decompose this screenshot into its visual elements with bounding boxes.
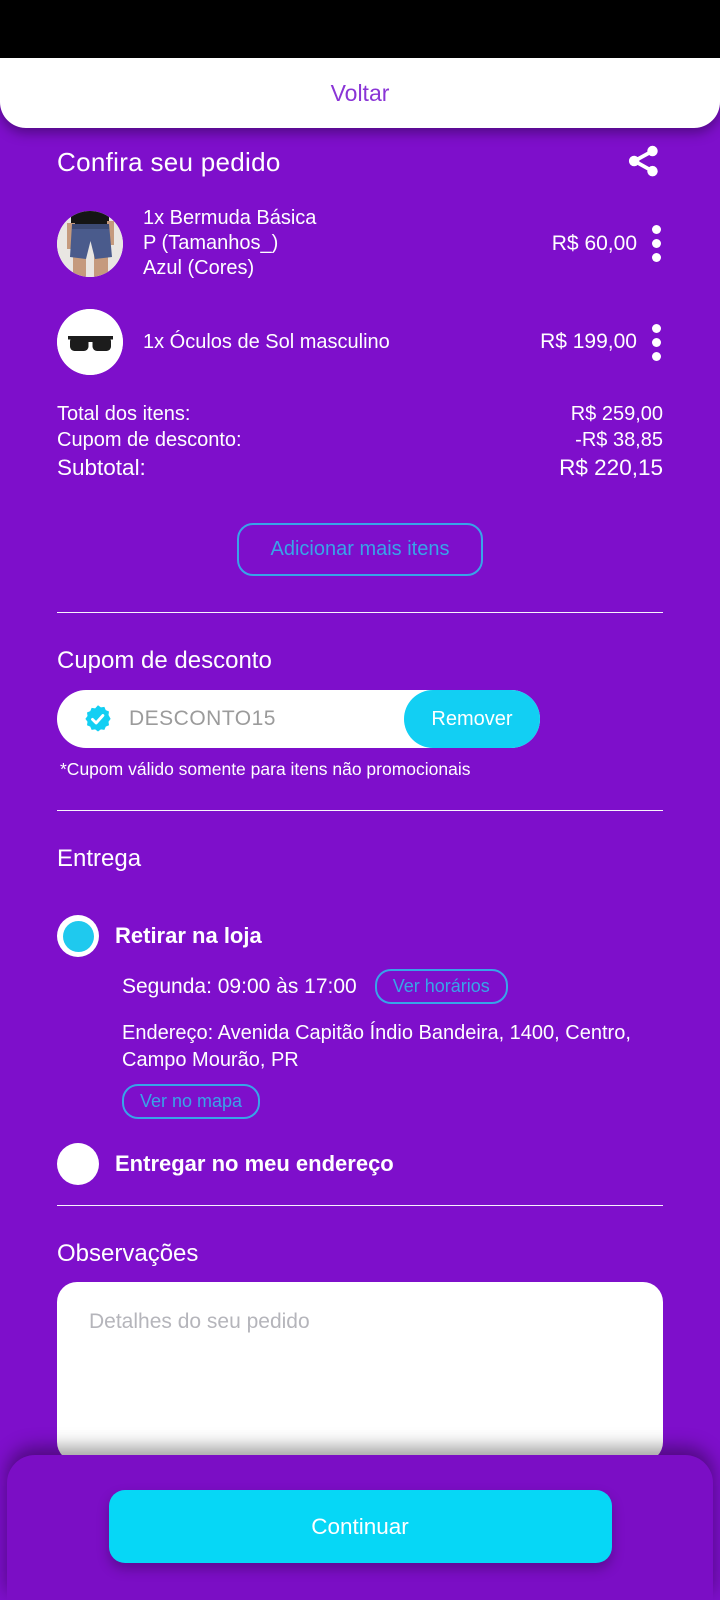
- view-map-button[interactable]: Ver no mapa: [122, 1084, 260, 1119]
- cart-item: [57, 206, 663, 281]
- order-notes-textarea[interactable]: [57, 1282, 663, 1462]
- home-option-label: Entregar no meu endereço: [115, 1151, 394, 1176]
- share-button[interactable]: [623, 142, 663, 182]
- pickup-details: [122, 969, 663, 1119]
- item-right: [540, 320, 663, 365]
- back-button[interactable]: Voltar: [330, 79, 390, 106]
- page-header: [57, 142, 663, 182]
- radio-pickup-selected[interactable]: [57, 915, 99, 957]
- pickup-option-label: Retirar na loja: [115, 923, 262, 948]
- total-items-value: R$ 259,00: [570, 403, 663, 425]
- kebab-menu-icon: [652, 324, 661, 333]
- add-more-items-button[interactable]: Adicionar mais itens: [237, 523, 484, 576]
- divider: [57, 810, 663, 811]
- item-price: R$ 60,00: [551, 231, 637, 255]
- item-right: [552, 221, 663, 266]
- item-price: R$ 199,00: [540, 330, 637, 353]
- coupon-code-value: DESCONTO15: [129, 707, 276, 730]
- schedule-text: Segunda: 09:00 às 17:00: [122, 974, 357, 998]
- product-image-shorts: [57, 211, 123, 277]
- item-description: [143, 206, 532, 281]
- remove-coupon-button[interactable]: Remover: [404, 690, 540, 748]
- item-title: 1x Bermuda Básica: [143, 207, 317, 229]
- kebab-menu-icon: [652, 225, 661, 234]
- total-items-row: [57, 401, 663, 427]
- subtotal-row: [57, 453, 663, 483]
- item-color: Azul (Cores): [143, 257, 255, 279]
- item-options-button[interactable]: [650, 320, 663, 365]
- status-bar: [0, 0, 720, 58]
- product-image-sunglasses: [57, 309, 123, 375]
- store-address: Endereço: Avenida Capitão Índio Bandeira, 1400, Centro, Campo Mourão, PR: [122, 1022, 631, 1071]
- notes-section-heading: Observações: [57, 1240, 199, 1267]
- coupon-discount-value: -R$ 38,85: [575, 429, 663, 451]
- total-items-label: Total dos itens:: [57, 403, 191, 425]
- item-title: 1x Óculos de Sol masculino: [143, 330, 390, 353]
- coupon-code-input[interactable]: [57, 690, 540, 748]
- subtotal-value: R$ 220,15: [559, 455, 663, 480]
- item-options-button[interactable]: [650, 221, 663, 266]
- item-description: [143, 330, 520, 355]
- cart-item: [57, 309, 663, 375]
- delivery-section-heading: Entrega: [57, 845, 142, 872]
- verified-check-icon: [83, 704, 113, 734]
- top-bar: [0, 58, 720, 128]
- divider: [57, 1205, 663, 1206]
- order-review-page: [0, 142, 720, 1462]
- coupon-discount-label: Cupom de desconto:: [57, 429, 242, 451]
- subtotal-label: Subtotal:: [57, 455, 146, 480]
- divider: [57, 612, 663, 613]
- page-title: Confira seu pedido: [57, 146, 281, 177]
- radio-deliver-home[interactable]: [57, 1143, 99, 1185]
- bottom-action-bar: [7, 1455, 713, 1600]
- continue-button[interactable]: Continuar: [109, 1490, 612, 1563]
- coupon-note: *Cupom válido somente para itens não promocionais: [60, 759, 471, 779]
- coupon-section-heading: Cupom de desconto: [57, 647, 272, 674]
- delivery-option-pickup: [57, 915, 663, 957]
- share-icon: [624, 142, 662, 183]
- view-hours-button[interactable]: Ver horários: [375, 969, 508, 1004]
- order-totals: [57, 401, 663, 483]
- delivery-option-home: [57, 1143, 663, 1185]
- item-size: P (Tamanhos_): [143, 232, 279, 254]
- schedule-row: [122, 969, 663, 1004]
- coupon-discount-row: [57, 427, 663, 453]
